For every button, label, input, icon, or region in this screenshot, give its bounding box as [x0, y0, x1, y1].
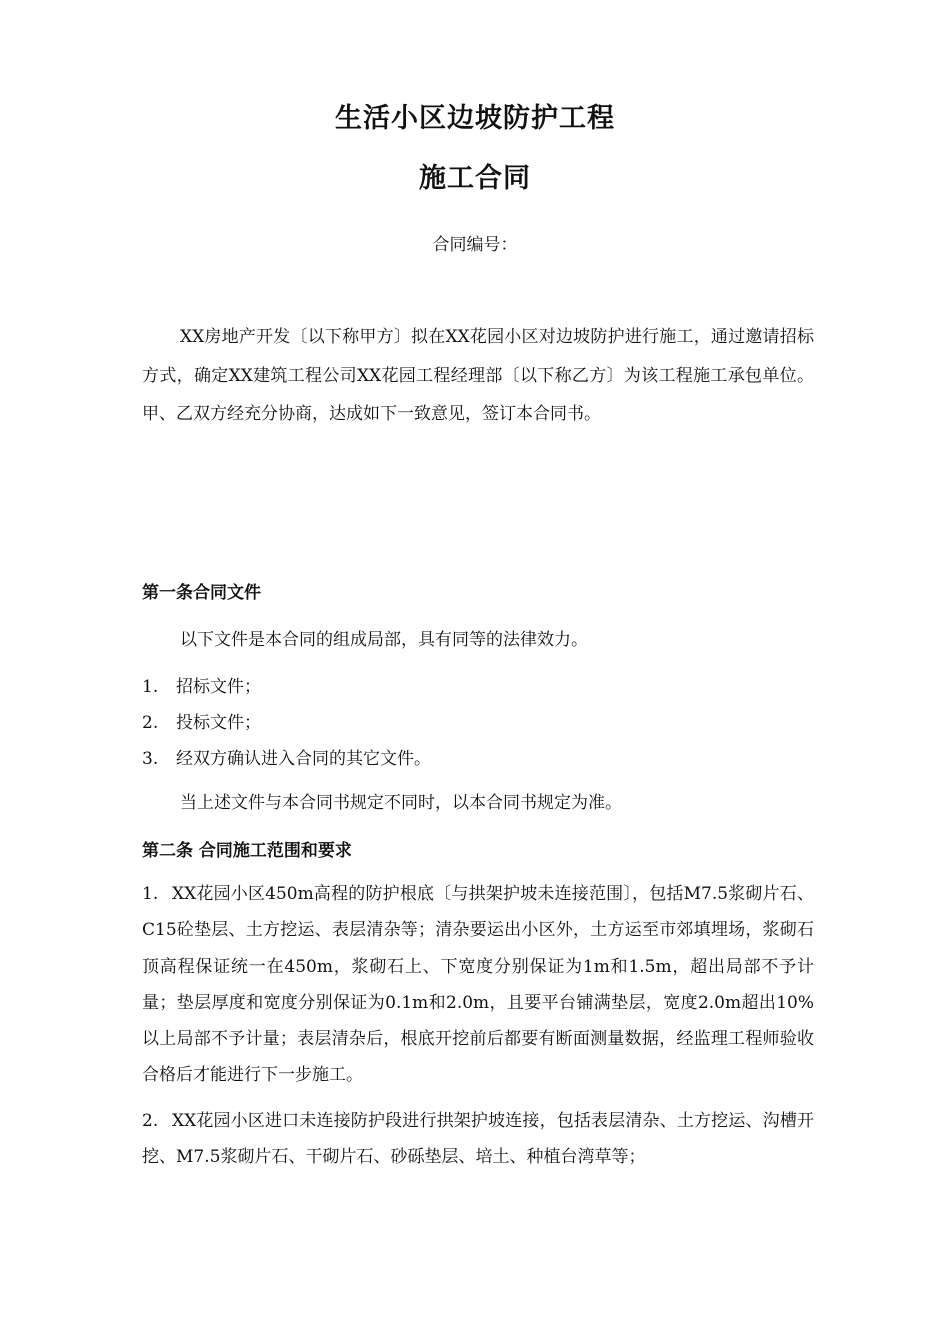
list-item-number: 2. [142, 713, 159, 733]
section1-heading: 第一条合同文件 [142, 583, 261, 603]
section2-item [142, 876, 814, 1094]
document-title: 生活小区边坡防护工程 [335, 103, 615, 134]
section1-intro: 以下文件是本合同的组成局部，具有同等的法律效力。 [180, 630, 588, 650]
section2-item-number: 1. [142, 884, 159, 904]
section2-item-text: XX花园小区进口未连接防护段进行拱架护坡连接，包括表层清杂、土方挖运、沟槽开挖、M7.5浆砌片石、干砌片石、砂砾垫层、培土、种植台湾草等； [142, 1111, 814, 1168]
list-item [142, 669, 814, 705]
list-item [142, 705, 814, 741]
document-subtitle: 施工合同 [419, 163, 531, 194]
list-item-text: 经双方确认进入合同的其它文件。 [176, 749, 431, 769]
list-item-text: 投标文件； [176, 713, 261, 733]
section2-item-text: XX花园小区450m高程的防护根底〔与拱架护坡未连接范围〕，包括M7.5浆砌片石、C15砼垫层、土方挖运、表层清杂等；清杂要运出小区外，土方运至市郊填埋场，浆砌石顶高程保证统一在450m，浆砌石上、下宽度分别保证为1m和1.5m，超出局部不予计量；垫层厚度和宽度分别保证为0.1m和2.0m，且要平台铺满垫层，宽度2.0m超出10%以上局部不予计量；表层清杂后，根底开挖前后都要有断面测量数据，经监理工程师验收合格后才能进行下一步施工。 [142, 884, 814, 1086]
list-item-text: 招标文件； [176, 677, 261, 697]
section2-item [142, 1103, 814, 1176]
section2-heading: 第二条 合同施工范围和要求 [142, 841, 352, 861]
section2-item-number: 2. [142, 1111, 159, 1131]
intro-block [142, 318, 814, 434]
contract-number-label: 合同编号： [432, 235, 518, 255]
list-item-number: 1. [142, 677, 159, 697]
intro-paragraph: XX房地产开发〔以下称甲方〕拟在XX花园小区对边坡防护进行施工，通过邀请招标方式，确定XX建筑工程公司XX花园工程经理部〔以下称乙方〕为该工程施工承包单位。甲、乙双方经充分协商，达成如下一致意见，签订本合同书。 [142, 327, 814, 424]
section1-list [142, 669, 814, 777]
list-item-number: 3. [142, 749, 159, 769]
section1-closing: 当上述文件与本合同书规定不同时，以本合同书规定为准。 [180, 793, 622, 813]
list-item [142, 741, 814, 777]
